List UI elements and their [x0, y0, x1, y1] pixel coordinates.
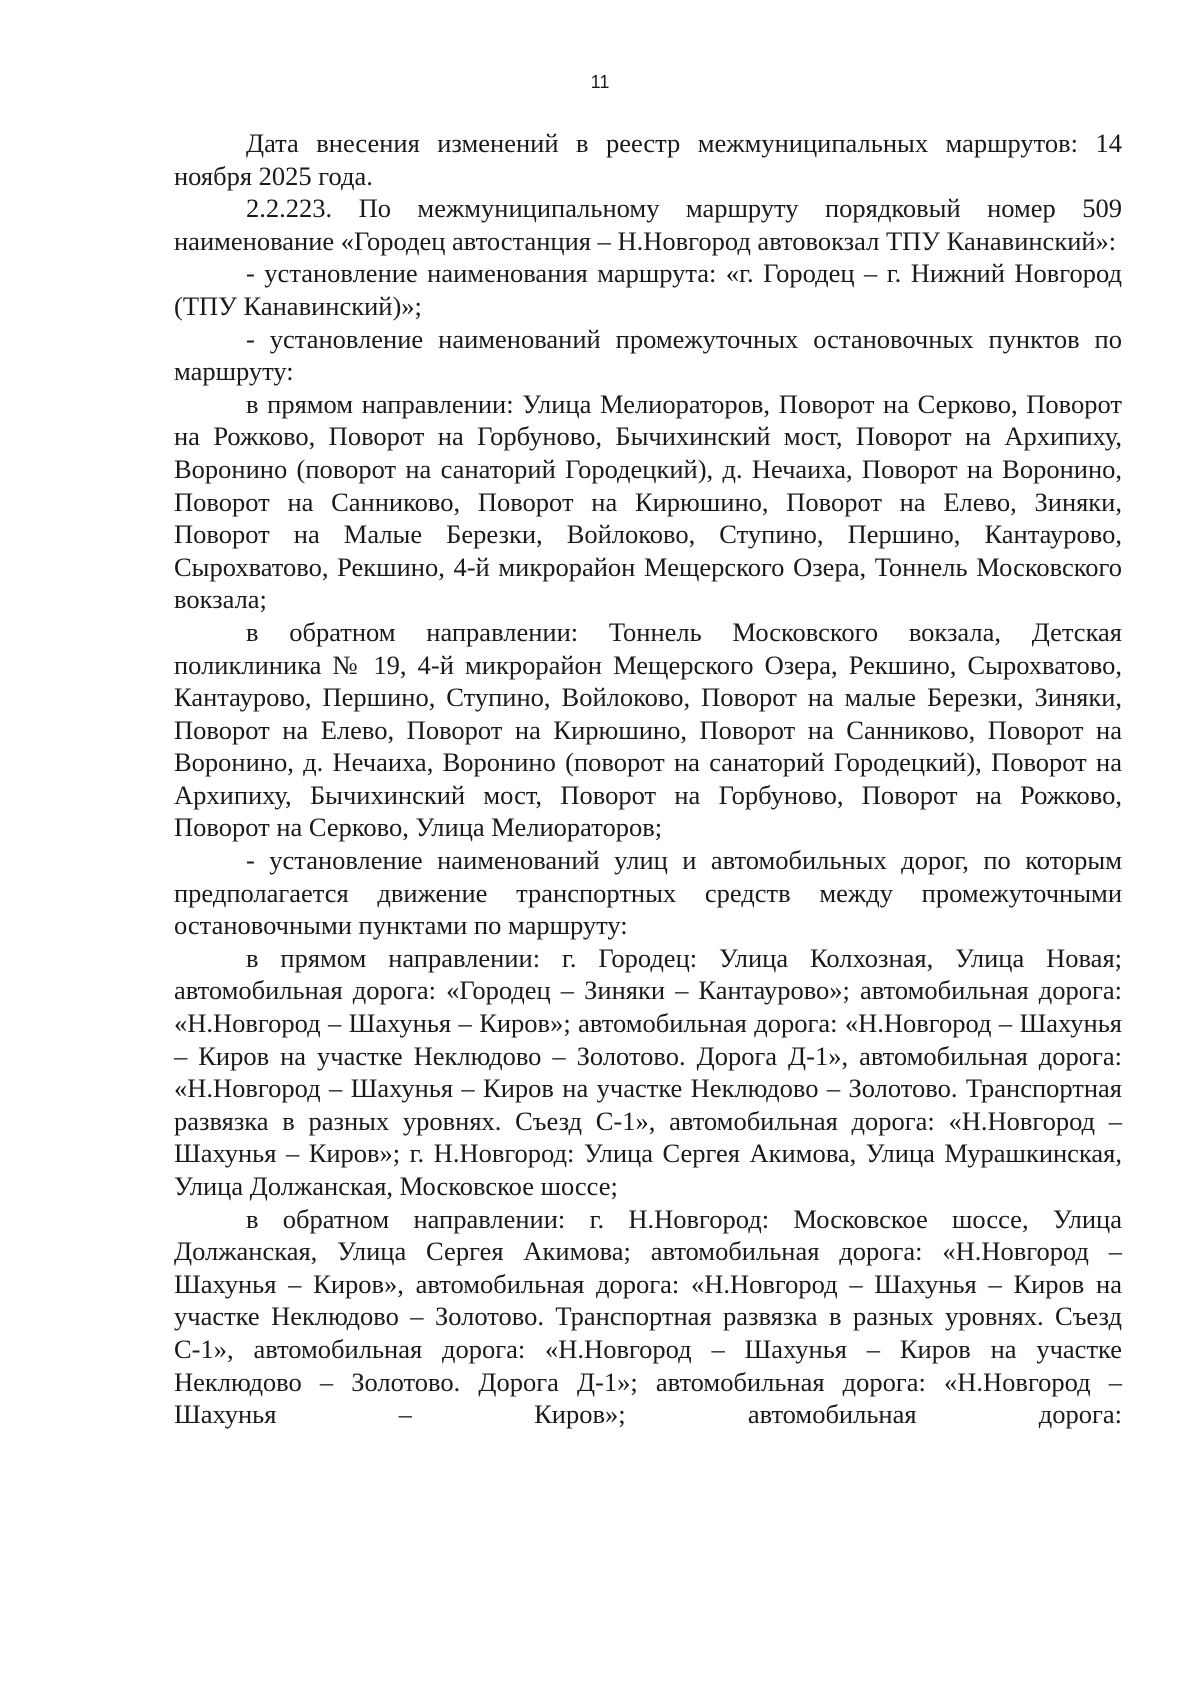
- paragraph-registry-change-date: Дата внесения изменений в реестр межмуниципальных маршрутов: 14 ноября 2025 года.: [174, 128, 1122, 191]
- paragraph-roads-heading: - установление наименований улиц и автомобильных дорог, по которым предполагается движение транспортных средств между промежуточными остановочными пунктами по маршруту:: [174, 845, 1122, 941]
- paragraph-stops-reverse: в обратном направлении: Тоннель Московского вокзала, Детская поликлиника № 19, 4-й микрорайон Мещерского Озера, Рекшино, Сырохватово, Кантаурово, Першино, Ступино, Войлоково, Поворот на малые Березки, Зиняки, Поворот на Елево, Поворот на Кирюшино, Поворот на Санниково, Поворот на Воронино, д. Нечаиха, Воронино (поворот на санаторий Городецкий), Поворот на Архипиху, Бычихинский мост, Поворот на Горбуново, Поворот на Рожково, Поворот на Серково, Улица Мелиораторов;: [174, 616, 1122, 843]
- paragraph-stops-heading: - установление наименований промежуточных остановочных пунктов по маршруту:: [174, 323, 1122, 387]
- page-number: 11: [590, 72, 610, 92]
- paragraph-stops-forward: в прямом направлении: Улица Мелиораторов, Поворот на Серково, Поворот на Рожково, Поворот на Горбуново, Бычихинский мост, Поворот на Архипиху, Воронино (поворот на санаторий Городецкий), д. Нечаиха, Поворот на Воронино, Поворот на Санниково, Поворот на Кирюшино, Поворот на Елево, Зиняки, Поворот на Малые Березки, Войлоково, Ступино, Першино, Кантаурово, Сырохватово, Рекшино, 4-й микрорайон Мещерского Озера, Тоннель Московского вокзала;: [174, 388, 1122, 615]
- paragraph-route-name: - установление наименования маршрута: «г. Городец – г. Нижний Новгород (ТПУ Канавинский)»;: [174, 258, 1122, 321]
- document-body: [174, 127, 1122, 1431]
- paragraph-roads-reverse: в обратном направлении: г. Н.Новгород: Московское шоссе, Улица Должанская, Улица Сергея Акимова; автомобильная дорога: «Н.Новгород – Шахунья – Киров», автомобильная дорога: «Н.Новгород – Шахунья – Киров на участке Неклюдово – Золотово. Транспортная развязка в разных уровнях. Съезд С-1», автомобильная дорога: «Н.Новгород – Шахунья – Киров на участке Неклюдово – Золотово. Дорога Д-1»; автомобильная дорога: «Н.Новгород – Шахунья – Киров»; автомобильная дорога:: [174, 1203, 1122, 1430]
- paragraph-route-heading: 2.2.223. По межмуниципальному маршруту порядковый номер 509 наименование «Городец автостанция – Н.Новгород автовокзал ТПУ Канавинский»:: [174, 193, 1122, 256]
- paragraph-roads-forward: в прямом направлении: г. Городец: Улица Колхозная, Улица Новая; автомобильная дорога: «Городец – Зиняки – Кантаурово»; автомобильная дорога: «Н.Новгород – Шахунья – Киров»; автомобильная дорога: «Н.Новгород – Шахунья – Киров на участке Неклюдово – Золотово. Дорога Д-1», автомобильная дорога: «Н.Новгород – Шахунья – Киров на участке Неклюдово – Золотово. Транспортная развязка в разных уровнях. Съезд С-1», автомобильная дорога: «Н.Новгород – Шахунья – Киров»; г. Н.Новгород: Улица Сергея Акимова, Улица Мурашкинская, Улица Должанская, Московское шоссе;: [174, 942, 1122, 1201]
